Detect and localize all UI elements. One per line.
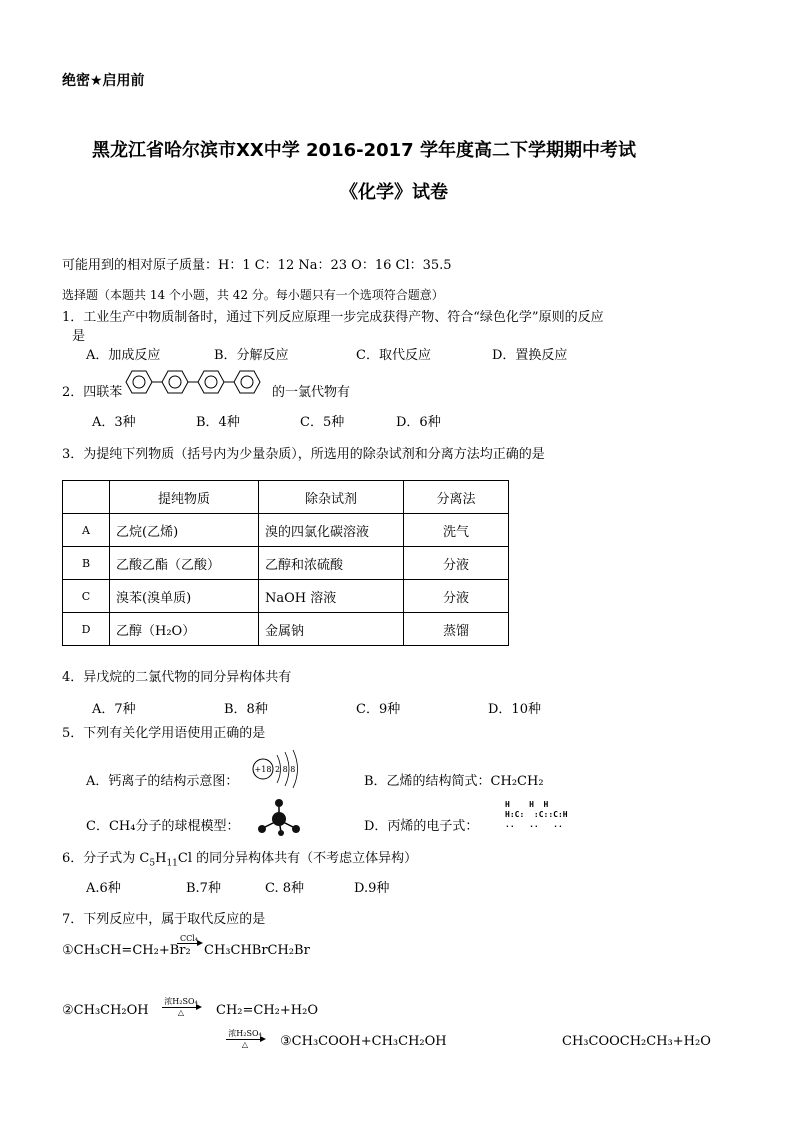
table-cell: 乙醇和浓硫酸 (259, 547, 404, 580)
table-cell: 分液 (404, 580, 509, 613)
arrow-icon (226, 1039, 264, 1040)
q2-option-c: C．5种 (300, 415, 345, 430)
table-cell: 溴的四氯化碳溶液 (259, 514, 404, 547)
q5-option-c: C．CH₄分子的球棍模型： (86, 819, 240, 834)
q1-option-c: C．取代反应 (356, 348, 431, 363)
page-title: 黑龙江省哈尔滨市XX中学 2016-2017 学年度高二下学期期中考试 (92, 140, 636, 161)
table-header-cell (63, 481, 110, 514)
table-cell: 分液 (404, 547, 509, 580)
q3-stem: 3．为提纯下列物质（括号内为少量杂质），所选用的除杂试剂和分离方法均正确的是 (62, 447, 545, 462)
reaction-2-arrow (162, 996, 200, 1017)
q5-option-b: B．乙烯的结构简式：CH₂CH₂ (364, 774, 544, 789)
reaction-3-condition: 浓H₂SO₄ (228, 1029, 262, 1038)
reaction-3-products: CH₃COOCH₂CH₃+H₂O (562, 1034, 711, 1049)
q6-stem (62, 847, 417, 869)
table-cell: 洗气 (404, 514, 509, 547)
q2-option-d: D．6种 (396, 415, 441, 430)
q1-stem-cont: 是 (72, 329, 86, 344)
table-cell: C (63, 580, 110, 613)
page-subtitle: 《化学》试卷 (340, 182, 448, 203)
q6-option-b: B.7种 (186, 881, 221, 896)
q5-stem: 5．下列有关化学用语使用正确的是 (62, 726, 266, 741)
q6-sub-11: 11 (166, 858, 178, 869)
q1-option-d: D．置换反应 (492, 348, 568, 363)
electron-formula-bottom: .. .. .. (505, 820, 563, 829)
confidential-mark: 绝密★启用前 (62, 73, 145, 89)
electron-formula-mid: H:C: :C::C:H (505, 810, 568, 819)
q6-option-a: A.6种 (86, 881, 121, 896)
reaction-1-reactants: ①CH₃CH=CH₂+Br₂ (62, 943, 191, 958)
table-cell: B (63, 547, 110, 580)
q6-stem-a: 6．分子式为 C (62, 851, 150, 866)
q6-stem-b: H (155, 851, 167, 866)
reaction-2-reactants: ②CH₃CH₂OH (62, 1003, 149, 1018)
q5-option-d: D．丙烯的电子式： (364, 819, 479, 834)
table-cell: 乙烷(乙烯) (110, 514, 259, 547)
electron-formula-top: H H H (505, 800, 549, 809)
table-row (63, 514, 509, 547)
q1-option-a: A．加成反应 (86, 348, 161, 363)
table-row (63, 580, 509, 613)
reaction-3-arrow (226, 1028, 264, 1049)
table-cell: A (63, 514, 110, 547)
table-cell: 乙醇（H₂O） (110, 613, 259, 646)
reaction-1-arrow (177, 934, 201, 944)
arrow-icon (177, 943, 201, 944)
table-header-cell: 除杂试剂 (259, 481, 404, 514)
propene-electron-formula (505, 800, 568, 830)
table-row (63, 547, 509, 580)
q2-stem-a: 2．四联苯 (62, 385, 123, 400)
q2-stem-b: 的一氯代物有 (272, 385, 351, 400)
reaction-2-condition: 浓H₂SO₄ (164, 997, 198, 1006)
section-heading: 选择题（本题共 14 个小题，共 42 分。每小题只有一个选项符合题意） (62, 288, 444, 302)
table-cell: 蒸馏 (404, 613, 509, 646)
reaction-3-reactants: ③CH₃COOH+CH₃CH₂OH (280, 1034, 447, 1049)
ion-nucleus-label: +18 (254, 765, 272, 774)
q7-stem: 7．下列反应中，属于取代反应的是 (62, 912, 266, 927)
table-cell: D (63, 613, 110, 646)
table-cell: 金属钠 (259, 613, 404, 646)
q2-option-a: A．3种 (92, 415, 136, 430)
table-header-cell: 提纯物质 (110, 481, 259, 514)
table-row (63, 613, 509, 646)
q4-stem: 4．异戊烷的二氯代物的同分异构体共有 (62, 670, 292, 685)
table-header-row (63, 481, 509, 514)
q4-option-c: C．9种 (356, 702, 401, 717)
table-cell: NaOH 溶液 (259, 580, 404, 613)
table-cell: 溴苯(溴单质) (110, 580, 259, 613)
arrow-icon (162, 1007, 200, 1008)
q1-option-b: B．分解反应 (214, 348, 289, 363)
reaction-3-heat: △ (241, 1040, 249, 1049)
q6-option-d: D.9种 (354, 881, 390, 896)
ion-shell-label: 2 8 8 (275, 765, 296, 774)
q4-option-b: B．8种 (224, 702, 268, 717)
reaction-1-products: CH₃CHBrCH₂Br (204, 943, 310, 958)
reaction-2-products: CH₂=CH₂+H₂O (216, 1003, 318, 1018)
q5-option-a: A．钙离子的结构示意图： (86, 774, 239, 789)
q2-option-b: B．4种 (196, 415, 240, 430)
q3-table (62, 480, 509, 646)
quaterphenyl-structure (120, 366, 272, 398)
q4-option-d: D．10种 (488, 702, 541, 717)
q6-option-c: C. 8种 (265, 881, 305, 896)
atomic-masses: 可能用到的相对原子质量：H：1 C：12 Na：23 O：16 Cl：35.5 (62, 258, 452, 273)
q1-stem: 1．工业生产中物质制备时，通过下列反应原理一步完成获得产物、符合“绿色化学”原则的反应 (62, 310, 604, 325)
table-header-cell: 分离法 (404, 481, 509, 514)
reaction-1-condition: CCl₄ (179, 934, 198, 943)
q4-option-a: A．7种 (92, 702, 136, 717)
reaction-2-heat: △ (177, 1008, 185, 1017)
table-cell: 乙酸乙酯（乙酸） (110, 547, 259, 580)
q6-sub-5: 5 (149, 858, 156, 869)
calcium-ion-diagram (250, 750, 310, 802)
methane-ball-stick-model (255, 798, 305, 838)
q6-stem-c: Cl 的同分异构体共有（不考虑立体异构） (177, 851, 418, 866)
